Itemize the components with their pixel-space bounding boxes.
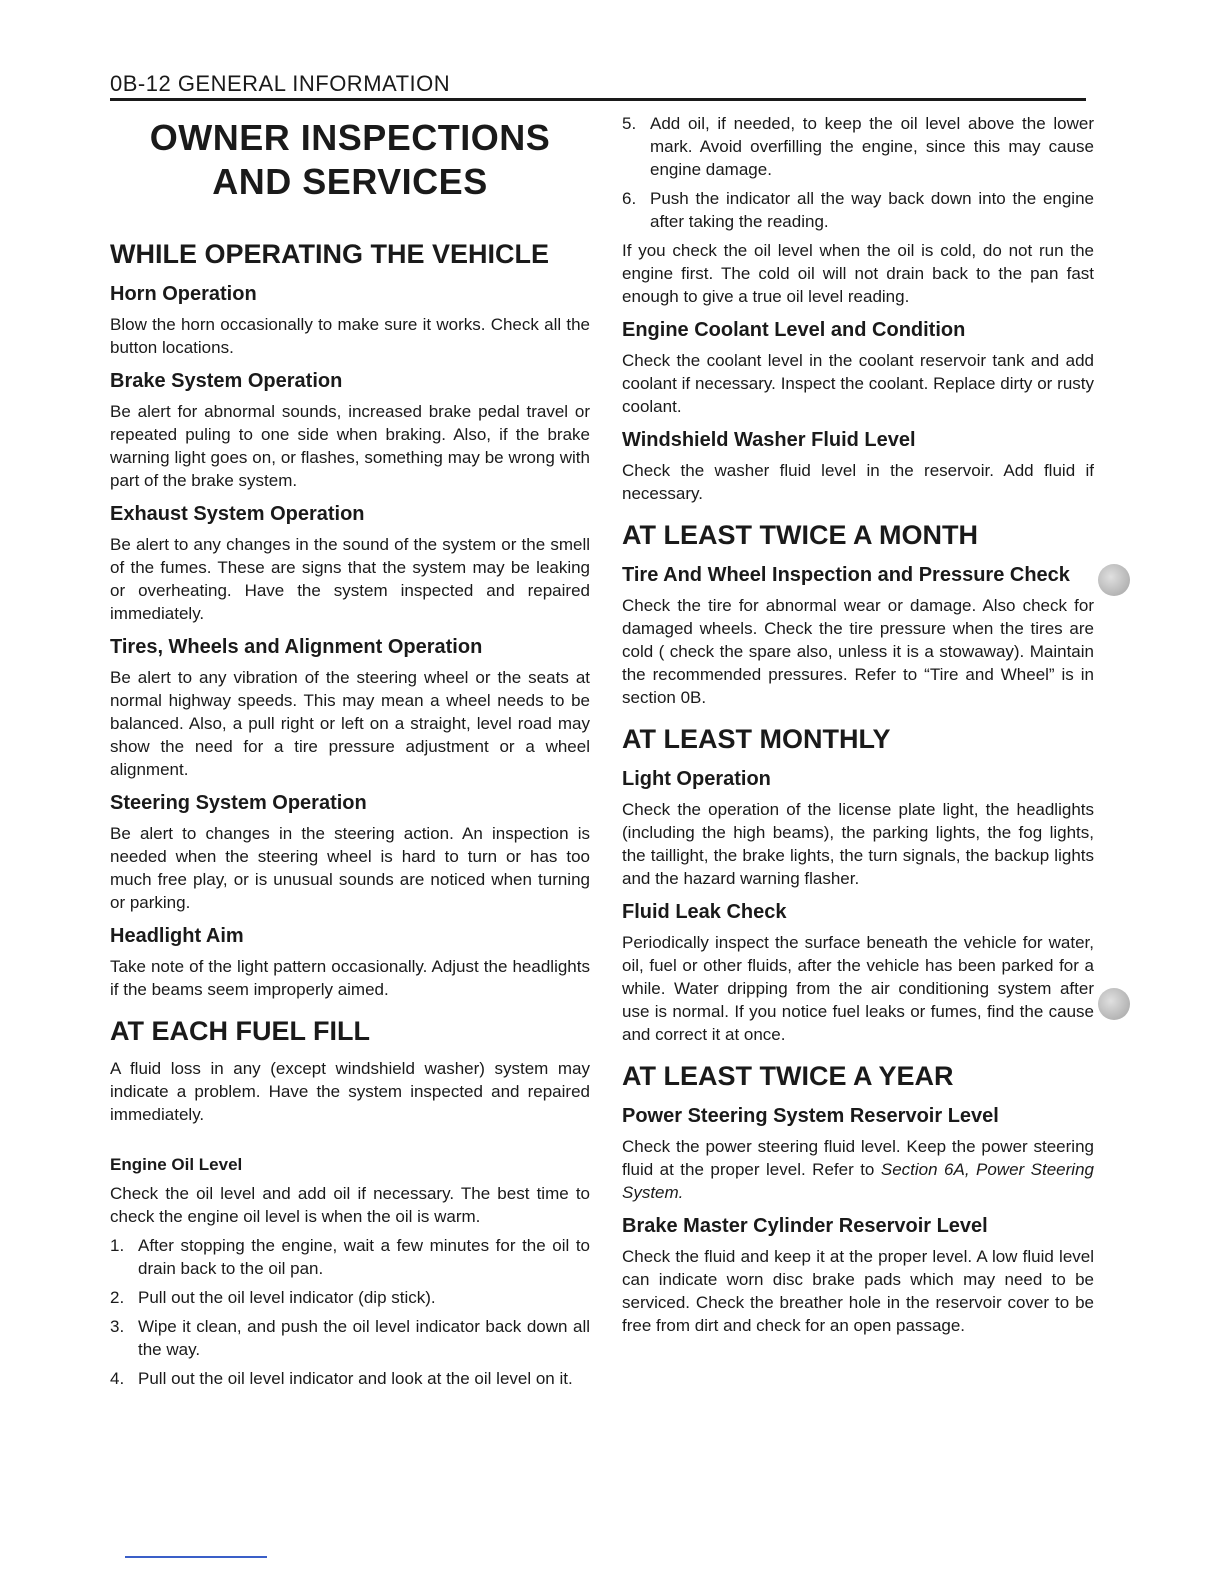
leak-body: Periodically inspect the surface beneath the vehicle for water, oil, fuel or other fluids, after the vehicle has been parked for a while. Water dripping from the air conditioning system after use is normal. If you notice fuel leaks or fumes, find the cause and correct it at once. [622, 933, 1094, 1044]
oil-steps [110, 1234, 590, 1390]
coolant-body: Check the coolant level in the coolant reservoir tank and add coolant if necessary. Inspect the coolant. Replace dirty or rusty coolant. [622, 351, 1094, 416]
oil-heading: Engine Oil Level [110, 1155, 243, 1174]
list-item [622, 112, 1094, 181]
step-number: 3. [110, 1317, 125, 1336]
washer-body: Check the washer fluid level in the reservoir. Add fluid if necessary. [622, 461, 1094, 503]
tire-pressure-heading: Tire And Wheel Inspection and Pressure Check [622, 564, 1070, 586]
list-item [110, 1315, 590, 1361]
step-text: After stopping the engine, wait a few minutes for the oil to drain back to the oil pan. [138, 1236, 590, 1278]
tire-pressure-body: Check the tire for abnormal wear or damage. Also check for damaged wheels. Check the tire pressure when the tires are cold ( check the spare also, unless it is a stowaway). Maintain the recommended pressures. Refer to “Tire and Wheel” is in section 0B. [622, 596, 1094, 707]
list-item [110, 1367, 590, 1390]
page-header [110, 70, 1086, 101]
headlight-heading: Headlight Aim [110, 925, 244, 947]
list-item [622, 187, 1094, 233]
power-steering-body [622, 1135, 1094, 1204]
leak-heading: Fluid Leak Check [622, 901, 787, 923]
section-heading-monthly: AT LEAST MONTHLY [622, 724, 891, 754]
power-steering-reference: Section 6A, Power Steering System. [622, 1160, 1094, 1202]
light-heading: Light Operation [622, 768, 771, 790]
step-number: 2. [110, 1288, 125, 1307]
title-line-1: OWNER INSPECTIONS [149, 117, 551, 158]
step-number: 6. [622, 189, 637, 208]
oil-body: Check the oil level and add oil if necessary. The best time to check the engine oil level is when the oil is warm. [110, 1184, 590, 1226]
step-text: Add oil, if needed, to keep the oil level above the lower mark. Avoid overfilling the engine, since this may cause engine damage. [650, 114, 1094, 179]
step-text: Pull out the oil level indicator (dip stick). [138, 1288, 436, 1307]
washer-heading: Windshield Washer Fluid Level [622, 429, 916, 451]
headlight-body: Take note of the light pattern occasionally. Adjust the headlights if the beams seem improperly aimed. [110, 957, 590, 999]
light-body: Check the operation of the license plate light, the headlights (including the high beams), the parking lights, the fog lights, the taillight, the brake lights, the turn signals, the backup lights and the hazard warning flasher. [622, 800, 1094, 888]
brake-master-body: Check the fluid and keep it at the proper level. A low fluid level can indicate worn disc brake pads which may need to be serviced. Check the breather hole in the reservoir cover to be free from dirt and check for an open passage. [622, 1247, 1094, 1335]
horn-body: Blow the horn occasionally to make sure it works. Check all the button locations. [110, 315, 590, 357]
brake-heading: Brake System Operation [110, 370, 343, 392]
horn-heading: Horn Operation [110, 283, 257, 305]
brake-body: Be alert for abnormal sounds, increased brake pedal travel or repeated puling to one side when braking. Also, if the brake warning light goes on, or flashes, something may be wrong with part of the brake system. [110, 402, 590, 490]
step-text: Push the indicator all the way back down into the engine after taking the reading. [650, 189, 1094, 231]
right-column [622, 112, 1094, 1343]
exhaust-body: Be alert to any changes in the sound of the system or the smell of the fumes. These are signs that the system may be leaking or overheating. Have the system inspected and repaired immediately. [110, 535, 590, 623]
steering-heading: Steering System Operation [110, 792, 367, 814]
step-text: Wipe it clean, and push the oil level indicator back down all the way. [138, 1317, 590, 1359]
left-column [110, 112, 590, 1396]
cold-oil-note: If you check the oil level when the oil is cold, do not run the engine first. The cold oil will not drain back to the pan fast enough to give a true oil level reading. [622, 241, 1094, 306]
fuel-body: A fluid loss in any (except windshield washer) system may indicate a problem. Have the system inspected and repaired immediately. [110, 1059, 590, 1124]
step-number: 4. [110, 1369, 125, 1388]
tires-body: Be alert to any vibration of the steering wheel or the seats at normal highway speeds. This may mean a wheel needs to be balanced. Also, a pull right or left on a straight, level road may show the need for a tire pressure adjustment or a wheel alignment. [110, 668, 590, 779]
title-line-2: AND SERVICES [212, 161, 488, 202]
power-steering-text: Check the power steering fluid level. Keep the power steering fluid at the proper level. Refer to [622, 1137, 1094, 1179]
page-title [110, 116, 590, 204]
section-heading-twice-month: AT LEAST TWICE A MONTH [622, 520, 978, 550]
binder-hole-mark-upper [1098, 564, 1130, 596]
steering-body: Be alert to changes in the steering action. An inspection is needed when the steering wheel is hard to turn or has too much free play, or is unusual sounds are noticed when turning or parking. [110, 824, 590, 912]
list-item [110, 1286, 590, 1309]
section-heading-twice-year: AT LEAST TWICE A YEAR [622, 1061, 954, 1091]
coolant-heading: Engine Coolant Level and Condition [622, 319, 966, 341]
binder-hole-mark-lower [1098, 988, 1130, 1020]
step-number: 1. [110, 1236, 125, 1255]
tires-heading: Tires, Wheels and Alignment Operation [110, 636, 483, 658]
list-item [110, 1234, 590, 1280]
header-text: 0B-12 GENERAL INFORMATION [110, 71, 451, 96]
brake-master-heading: Brake Master Cylinder Reservoir Level [622, 1215, 988, 1237]
section-heading-operating: WHILE OPERATING THE VEHICLE [110, 239, 550, 269]
oil-steps-continued [622, 112, 1094, 233]
footer-rule [125, 1556, 267, 1558]
section-heading-fuel: AT EACH FUEL FILL [110, 1016, 370, 1046]
step-number: 5. [622, 114, 637, 133]
step-text: Pull out the oil level indicator and look at the oil level on it. [138, 1369, 573, 1388]
exhaust-heading: Exhaust System Operation [110, 503, 365, 525]
power-steering-heading: Power Steering System Reservoir Level [622, 1105, 999, 1127]
